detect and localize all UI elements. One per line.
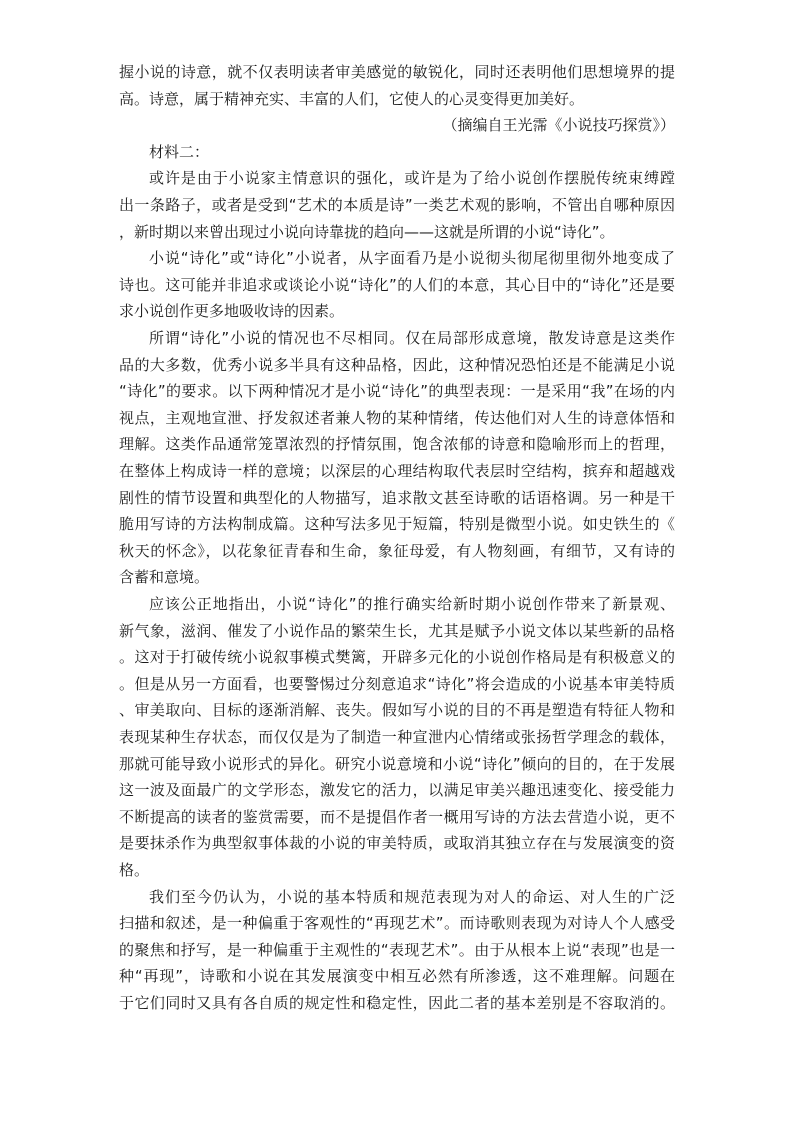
text-line: 在整体上构成诗一样的意境；以深层的心理结构取代表层时空结构，摈弃和超越戏 [119,462,675,480]
text-line: 种“再现”，诗歌和小说在其发展演变中相互必然有所渗透，这不难理解。问题在 [119,967,675,986]
text-line: 格。 [119,861,150,879]
text-line: 应该公正地指出，小说“诗化”的推行确实给新时期小说创作带来了新景观、 [149,595,675,613]
text-line: 这一波及面最广的文学形态，激发它的活力，以满足审美兴趣迅速变化、接受能力 [119,781,675,800]
text-line: 剧性的情节设置和典型化的人物描写，追求散文甚至诗歌的话语格调。另一种是干 [119,488,675,507]
text-line: 表现某种生存状态，而仅仅是为了制造一种宣泄内心情绪或张扬哲学理念的载体， [119,728,675,746]
text-line: 新气象，滋润、催发了小说作品的繁荣生长，尤其是赋予小说文体以某些新的品格 [119,621,675,640]
text-line: ，新时期以来曾出现过小说向诗靠拢的趋向——这就是所谓的小说“诗化”。 [119,222,615,241]
text-line: 是要抹杀作为典型叙事体裁的小说的审美特质，或取消其独立存在与发展演变的资 [119,834,675,853]
text-line: 、审美取向、目标的逐渐消解、丧失。假如写小说的目的不再是塑造有特征人物和 [119,701,675,720]
text-line: 扫描和叙述，是一种偏重于客观性的“再现艺术”。而诗歌则表现为对诗人个人感受 [119,914,675,933]
text-line: “诗化”的要求。以下两种情况才是小说“诗化”的典型表现：一是采用“我”在场的内 [119,382,675,401]
text-line: 高。诗意，属于精神充实、丰富的人们，它使人的心灵变得更加美好。 [119,89,585,108]
text-line: 含蓄和意境。 [119,568,210,587]
text-line: 不断提高的读者的鉴赏需要，而不是提倡作者一概用写诗的方法去营造小说，更不 [119,807,675,826]
text-line: 脆用写诗的方法构制成篇。这种写法多见于短篇，特别是微型小说。如史铁生的《 [119,515,675,534]
text-line: 理解。这类作品通常笼罩浓烈的抒情氛围，饱含浓郁的诗意和隐喻形而上的哲理， [119,435,675,454]
text-line: 我们至今仍认为，小说的基本特质和规范表现为对人的命运、对人生的广泛 [149,887,675,906]
text-line: 于它们同时又具有各自质的规定性和稳定性，因此二者的基本差别是不容取消的。 [119,994,675,1012]
text-line: 。这对于打破传统小说叙事模式樊篱，开辟多元化的小说创作格局是有积极意义的 [119,648,675,667]
text-line: 握小说的诗意，就不仅表明读者审美感觉的敏锐化，同时还表明他们思想境界的提 [119,63,675,81]
text-line: 出一条路子，或者是受到“艺术的本质是诗”一类艺术观的影响，不管出自哪种原因 [119,196,675,214]
text-line: 秋天的怀念》，以花象征青春和生命，象征母爱，有人物刻画，有细节，又有诗的 [119,541,675,560]
text-line: （摘编自王光霈《小说技巧探赏》） [442,116,675,135]
text-line: 的聚焦和抒写，是一种偏重于主观性的“表现艺术”。由于从根本上说“表现”也是一 [119,940,675,959]
text-line: 所谓“诗化”小说的情况也不尽相同。仅在局部形成意境，散发诗意是这类作 [149,329,675,347]
text-line: 求小说创作更多地吸收诗的因素。 [119,302,345,321]
text-line: 诗也。这可能并非追求或谈论小说“诗化”的人们的本意，其心目中的“诗化”还是要 [119,275,675,294]
text-line: 小说“诗化”或“诗化”小说者，从字面看乃是小说彻头彻尾彻里彻外地变成了 [149,249,675,268]
text-line: 材料二： [149,142,210,161]
text-line: 那就可能导致小说形式的异化。研究小说意境和小说“诗化”倾向的目的，在于发展 [119,754,675,773]
text-line: 或许是由于小说家主情意识的强化，或许是为了给小说创作摆脱传统束缚蹚 [149,169,675,188]
text-line: 视点，主观地宣泄、抒发叙述者兼人物的某种情绪，传达他们对人生的诗意体悟和 [119,408,675,427]
text-line: 品的大多数，优秀小说多半具有这种品格，因此，这种情况恐怕还是不能满足小说 [119,355,675,374]
text-line: 。但是从另一方面看，也要警惕过分刻意追求“诗化”将会造成的小说基本审美特质 [119,674,675,693]
